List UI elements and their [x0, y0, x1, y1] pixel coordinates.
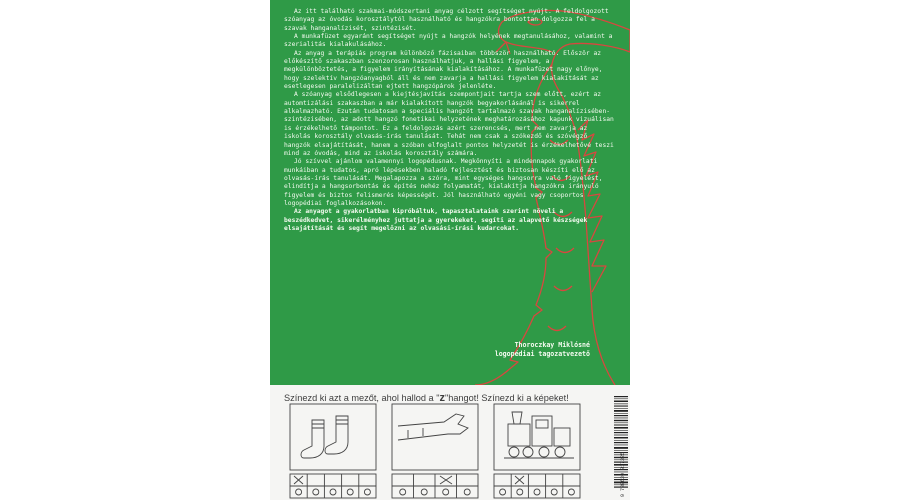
train-icon	[504, 412, 574, 458]
paragraph: A munkafüzet egyaránt segítséget nyújt a hangzók helyének megtanulásához, valamint a szerialitás kialakulásához.	[284, 33, 613, 49]
paragraph: Az itt található szakmai-módszertani anyag célzott segítséget nyújt. A feldolgozott szóanyag az óvodás korosztálytól használható és hangzókra bontottan dolgozza fel a szavak hanganalízisét, szintézisét.	[284, 8, 609, 32]
signature-name: Thoroczkay Miklósné	[514, 341, 590, 349]
signature	[390, 341, 590, 359]
barcode-number: 9 789630 817325	[620, 451, 626, 497]
socks-icon	[301, 416, 348, 458]
exercise-instruction: Színezd ki azt a mezőt, ahol hallod a "z"hangot! Színezd ki a képeket!	[284, 392, 569, 404]
arm-icon	[398, 414, 468, 440]
socks-picture-frame	[290, 404, 376, 470]
arm-picture-frame	[392, 404, 478, 470]
book-back-cover	[270, 0, 630, 500]
paragraph: Jó szívvel ajánlom valamennyi logopédusnak. Megkönnyíti a mindennapok gyakorlati munkáiban a tudatos, apró lépésekben haladó fejlesztést és biztosan készíti elő az olvasás-írás tanulását. Megalapozza a szóra, mint egységes hangsorra való figyelést, elindítja a hangsorbontás és építés nehéz folyamatát, kialakítja hangzókra irányuló figyelem és biztos felismerés képességét. Jól használható egyéni vagy csoportos logopédiai foglalkozásokon.	[284, 158, 603, 207]
answer-grid-arm	[392, 474, 478, 498]
paragraph: A szóanyag elsődlegesen a kiejtésjavítás szempontjait tartja szem előtt, ezért az automtizálási szakaszban a már kialakított hangzók begyakorlásánál is sikerrel alkalmazható. Ezután tudatosan a speciális hangzót tartalmazó szavak hanganalízisében-szintézisében, az adott hangzó fonetikai helyzetének meghatározásához kapunk vizuálisan is érzékelhető támpontot. Ez a feldolgozás azért szerencsés, mert nem zavarja az iskolás korosztály olvasás-írás tanulását. Tehát nem csak a szókezdő és szóvégző hangzók elsajátítását, hanem a szóban elfoglalt pontos helyzetét is érzékelhetővé teszi mind az óvodás, mind az iskolás korosztály számára.	[284, 91, 614, 157]
signature-role: logopédiai tagozatvezető	[494, 350, 590, 358]
description-text	[284, 8, 614, 233]
answer-grid-socks	[290, 474, 376, 498]
answer-grid-train	[494, 474, 580, 498]
paragraph: Az anyag a terápiás program különböző fázisaiban többször használható. Először az előkészítő szakaszban szenzorosan használhatjuk, a hallási figyelem, a megkülönböztetés, a figyelem irányításának kialakításához. A munkafüzet nagy előnye, hogy szelektív hangzóanyagból áll és nem zavarja a hallási figyelem kialakítását az esetlegesen paralelizáltan ejtett hangzópárok jelenléte.	[284, 49, 603, 91]
target-letter: z	[439, 392, 445, 404]
exercise-pictures	[288, 402, 588, 500]
green-panel	[270, 0, 630, 385]
train-picture-frame	[494, 404, 580, 470]
closing-paragraph: Az anyagot a gyakorlatban kipróbáltuk, tapasztalataink szerint növeli a beszédkedvet, sikerélményhez juttatja a gyerekeket, segíti az alapvető készségek elsajátítását és segít megelőzni az olvasási-írási kudarcokat.	[284, 208, 588, 232]
